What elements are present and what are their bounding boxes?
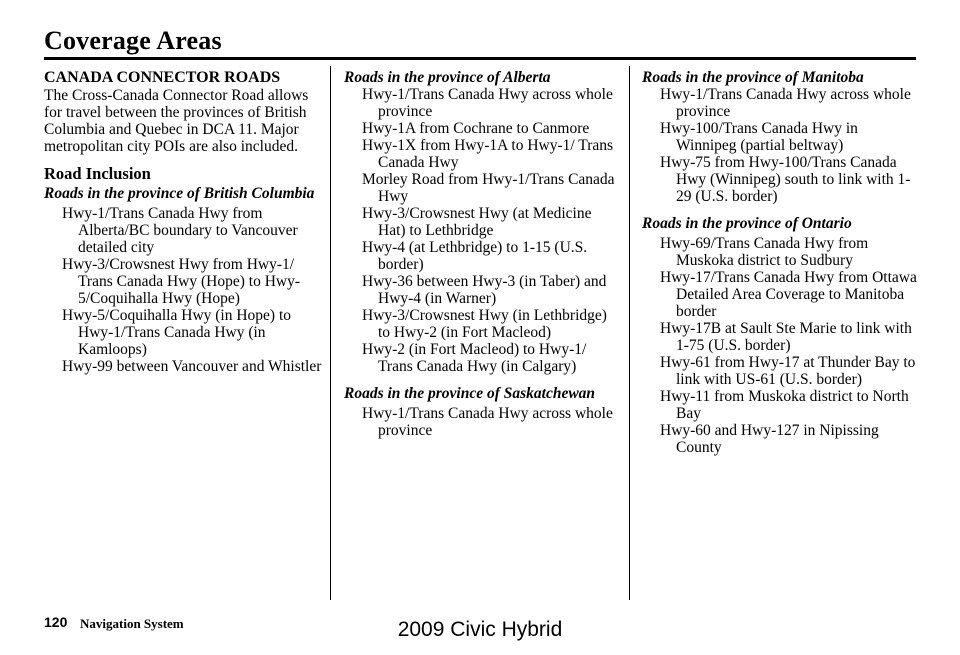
road-list-ontario (660, 235, 918, 456)
road-item: Hwy-11 from Muskoka district to North Bay (660, 388, 909, 422)
province-heading-british-columbia: Roads in the province of British Columbia (44, 185, 315, 202)
road-item: Hwy-4 (at Lethbridge) to 1-15 (U.S. border) (362, 239, 588, 273)
road-item: Hwy-36 between Hwy-3 (in Taber) and Hwy-4 (in Warner) (362, 273, 607, 307)
header-rule (44, 57, 916, 60)
road-list-saskatchewan (362, 405, 622, 439)
road-item: Hwy-69/Trans Canada Hwy from Muskoka district to Sudbury (660, 235, 869, 269)
road-item: Hwy-3/Crowsnest Hwy from Hwy-1/ Trans Canada Hwy (Hope) to Hwy-5/Coquihalla Hwy (Hope) (62, 256, 300, 307)
page-number: 120 (44, 614, 68, 630)
province-heading-alberta: Roads in the province of Alberta (344, 69, 551, 86)
road-item: Hwy-75 from Hwy-100/Trans Canada Hwy (Winnipeg) south to link with 1-29 (U.S. border) (660, 154, 911, 205)
road-item: Hwy-17/Trans Canada Hwy from Ottawa Detailed Area Coverage to Manitoba border (660, 269, 917, 320)
watermark-text: 2009 Civic Hybrid (397, 618, 563, 641)
province-heading-manitoba: Roads in the province of Manitoba (642, 69, 864, 86)
section-heading: CANADA CONNECTOR ROADS (44, 69, 281, 86)
column-middle (344, 69, 622, 439)
subheading-road-inclusion: Road Inclusion (44, 164, 151, 183)
road-list-manitoba (660, 86, 918, 205)
column-divider-right (629, 66, 630, 600)
road-item: Hwy-100/Trans Canada Hwy in Winnipeg (partial beltway) (660, 120, 858, 154)
road-item: Morley Road from Hwy-1/Trans Canada Hwy (362, 171, 615, 205)
road-list-british-columbia (62, 205, 324, 375)
road-item: Hwy-3/Crowsnest Hwy (at Medicine Hat) to Lethbridge (362, 205, 592, 239)
footer-label: Navigation System (80, 616, 184, 631)
road-item: Hwy-1/Trans Canada Hwy across whole province (660, 86, 911, 120)
road-item: Hwy-2 (in Fort Macleod) to Hwy-1/ Trans Canada Hwy (in Calgary) (362, 341, 587, 375)
province-heading-ontario: Roads in the province of Ontario (642, 215, 852, 232)
road-item: Hwy-1A from Cochrane to Canmore (362, 120, 590, 137)
intro-paragraph: The Cross-Canada Connector Road allows for travel between the provinces of British Columbia and Quebec in DCA 11. Major metropolitan city POIs are also included. (44, 87, 309, 155)
road-item: Hwy-61 from Hwy-17 at Thunder Bay to link with US-61 (U.S. border) (660, 354, 916, 388)
road-item: Hwy-1/Trans Canada Hwy across whole province (362, 405, 613, 439)
road-item: Hwy-1/Trans Canada Hwy from Alberta/BC boundary to Vancouver detailed city (62, 205, 298, 256)
road-item: Hwy-99 between Vancouver and Whistler (62, 358, 322, 375)
province-heading-saskatchewan: Roads in the province of Saskatchewan (344, 385, 596, 402)
road-item: Hwy-60 and Hwy-127 in Nipissing County (660, 422, 879, 456)
road-item: Hwy-3/Crowsnest Hwy (in Lethbridge) to Hwy-2 (in Fort Macleod) (362, 307, 607, 341)
column-divider-left (330, 66, 331, 600)
road-item: Hwy-1/Trans Canada Hwy across whole province (362, 86, 613, 120)
road-list-alberta (362, 86, 622, 375)
road-item: Hwy-1X from Hwy-1A to Hwy-1/ Trans Canada Hwy (362, 137, 614, 171)
road-item: Hwy-17B at Sault Ste Marie to link with 1-75 (U.S. border) (660, 320, 912, 354)
road-item: Hwy-5/Coquihalla Hwy (in Hope) to Hwy-1/Trans Canada Hwy (in Kamloops) (62, 307, 292, 358)
page-title: Coverage Areas (44, 26, 222, 55)
column-right (642, 69, 918, 456)
column-left (44, 69, 324, 375)
